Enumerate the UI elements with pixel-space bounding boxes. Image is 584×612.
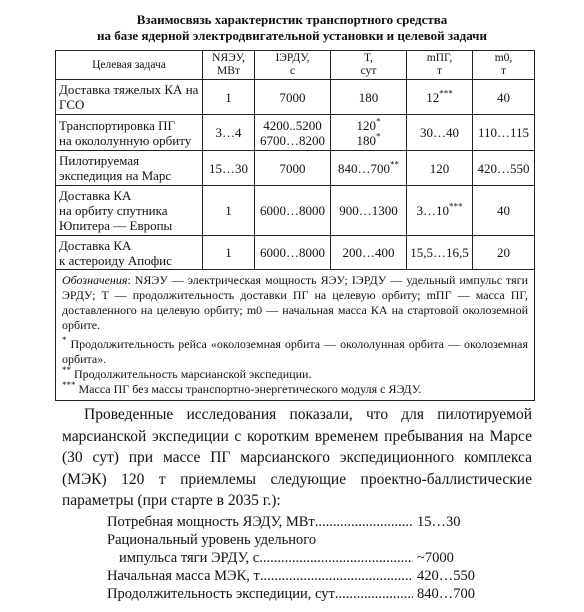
- cell-n: 15…30: [203, 151, 255, 186]
- header-i: [255, 51, 331, 80]
- cell-n: 1: [203, 80, 255, 115]
- table-notes: [56, 270, 535, 401]
- cell-m0: 110…115: [473, 115, 535, 151]
- footnote-mark: **: [62, 365, 71, 375]
- task-line: Доставка КА: [59, 188, 132, 203]
- footnote-mark: *: [376, 131, 381, 142]
- cell-m-pg: 30…40: [407, 115, 473, 151]
- cell-i: 7000: [255, 151, 331, 186]
- footnote-mark: **: [390, 159, 399, 170]
- header-m-pg-label: mПГ,: [426, 52, 453, 64]
- cell-m0: 40: [473, 186, 535, 236]
- body-paragraph: Проведенные исследования показали, что для пилотируемой марсианской экспедиции с коротким временем пребывания на Марсе (30 сут) при массе ПГ марсианского экспедиционного комплекса (МЭК) 120 т приемлемы следующие проектно-баллистические параметры (при старте в 2035 г.):: [62, 406, 532, 509]
- header-n-unit: МВт: [217, 65, 240, 77]
- table-row: [56, 236, 535, 270]
- cell-task: [56, 115, 203, 151]
- table-title: [0, 12, 584, 44]
- task-line: к астероиду Апофис: [59, 252, 172, 268]
- cell-t: 200…400: [331, 236, 407, 270]
- cell-m-pg: [407, 80, 473, 115]
- header-m-pg: [407, 51, 473, 80]
- cell-t: [331, 115, 407, 151]
- header-n: [203, 51, 255, 80]
- header-i-unit: с: [289, 65, 296, 77]
- table-title-line1: Взаимосвязь характеристик транспортного средства: [136, 12, 448, 27]
- header-t-label: T,: [363, 52, 374, 64]
- header-m0-label: m0,: [494, 52, 513, 64]
- footnote-mark: *: [62, 335, 67, 345]
- header-task: Целевая задача: [56, 51, 203, 80]
- footnote-2: [62, 367, 528, 382]
- parameter-value: ~7000: [417, 550, 454, 566]
- footnote-mark: *: [376, 116, 381, 127]
- header-n-label: NЯЭУ,: [212, 52, 245, 64]
- task-line: ГСО: [59, 97, 85, 112]
- task-line: Доставка тяжелых КА на: [59, 82, 199, 97]
- cell-i: 6000…8000: [255, 236, 331, 270]
- designations-text: : NЯЭУ — электрическая мощность ЯЭУ; IЭРДУ — удельный импульс тяги ЭРДУ; T — продолжительность доставки ПГ на целевую орбиту; mПГ — масса ПГ, доставленного на целевую орбиту; m0 — начальная масса КА на стартовой околоземной орбите.: [62, 273, 528, 332]
- header-i-label: IЭРДУ,: [275, 52, 310, 64]
- parameter-row: [107, 585, 487, 603]
- task-line: на окололунную орбиту: [59, 132, 192, 148]
- parameter-row: [107, 531, 487, 549]
- i-value: 4200..5200: [263, 117, 322, 133]
- parameter-label: Продолжительность экспедиции, сут: [107, 586, 335, 602]
- leader-dots: [315, 513, 413, 531]
- leader-dots: [260, 567, 413, 585]
- m-pg-value: 3…10: [416, 203, 449, 218]
- footnote-mark: ***: [439, 88, 453, 99]
- cell-t: 180: [331, 80, 407, 115]
- cell-n: 3…4: [203, 115, 255, 151]
- header-t: [331, 51, 407, 80]
- cell-i: 6000…8000: [255, 186, 331, 236]
- t-value: 120: [356, 117, 376, 133]
- designations-note: [62, 273, 528, 333]
- cell-task: [56, 186, 203, 236]
- characteristics-table: [55, 50, 535, 401]
- t-value: 180: [356, 132, 376, 148]
- cell-i: [255, 115, 331, 151]
- parameter-value: 840…700: [417, 586, 475, 602]
- cell-task: [56, 80, 203, 115]
- cell-task: [56, 151, 203, 186]
- table-row: [56, 80, 535, 115]
- cell-m-pg: 120: [407, 151, 473, 186]
- parameter-label: Потребная мощность ЯЭДУ, МВт: [107, 514, 315, 530]
- cell-task: [56, 236, 203, 270]
- cell-m0: 20: [473, 236, 535, 270]
- cell-n: 1: [203, 186, 255, 236]
- designations-label: Обозначения: [62, 273, 128, 287]
- parameter-label: Начальная масса МЭК, т: [107, 568, 260, 584]
- footnote-mark: ***: [449, 201, 463, 212]
- i-value: 6700…8200: [260, 132, 325, 148]
- footnote-1: [62, 337, 528, 367]
- m-pg-value: 12: [426, 89, 440, 105]
- table-header-row: [56, 51, 535, 80]
- footnote-mark: ***: [62, 380, 76, 390]
- cell-i: 7000: [255, 80, 331, 115]
- cell-n: 1: [203, 236, 255, 270]
- task-line: Юпитера — Европы: [59, 218, 173, 233]
- task-line: экспедиция на Марс: [59, 168, 172, 183]
- cell-m0: 40: [473, 80, 535, 115]
- parameter-label: Рациональный уровень удельного: [107, 532, 317, 548]
- t-value: 840…700: [338, 160, 390, 176]
- parameter-row: [107, 567, 487, 585]
- leader-dots: [335, 585, 413, 603]
- table-notes-row: [56, 270, 535, 401]
- parameter-value: 15…30: [417, 514, 461, 530]
- cell-m-pg: 15,5…16,5: [407, 236, 473, 270]
- table-title-line2: на базе ядерной электродвигательной установки и целевой задачи: [96, 28, 488, 43]
- parameters-list: [107, 513, 487, 603]
- cell-t: [331, 151, 407, 186]
- task-line: Транспортировка ПГ: [59, 117, 176, 133]
- table-row: [56, 151, 535, 186]
- parameter-row: [107, 549, 487, 567]
- cell-m-pg: [407, 186, 473, 236]
- parameter-value: 420…550: [417, 568, 475, 584]
- task-line: Доставка КА: [59, 237, 132, 253]
- header-t-unit: сут: [360, 65, 377, 77]
- header-m-pg-unit: т: [436, 65, 443, 77]
- table-row: [56, 115, 535, 151]
- cell-m0: 420…550: [473, 151, 535, 186]
- leader-dots: [259, 549, 413, 567]
- task-line: на орбиту спутника: [59, 203, 168, 218]
- header-m0: [473, 51, 535, 80]
- header-m0-unit: т: [500, 65, 507, 77]
- footnote-text: Продолжительность рейса «околоземная орбита — окололунная орбита — околоземная орбита».: [62, 337, 528, 366]
- footnote-text: Продолжительность марсианской экспедиции.: [71, 367, 312, 381]
- cell-t: 900…1300: [331, 186, 407, 236]
- footnote-text: Масса ПГ без массы транспортно-энергетического модуля с ЯЭДУ.: [75, 382, 422, 396]
- table-row: [56, 186, 535, 236]
- parameter-row: [107, 513, 487, 531]
- parameter-label: импульса тяги ЭРДУ, с: [119, 550, 260, 566]
- task-line: Пилотируемая: [59, 153, 140, 168]
- footnote-3: [62, 382, 528, 397]
